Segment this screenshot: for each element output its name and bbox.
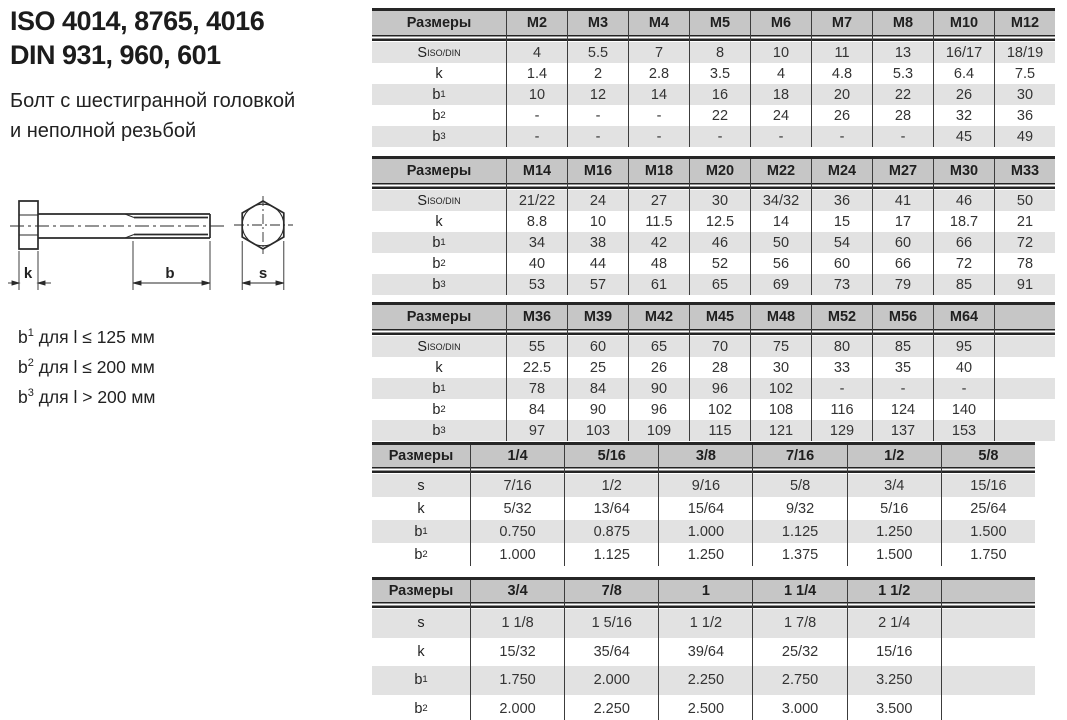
row-label: b 3 (372, 420, 506, 441)
table-cell: 28 (872, 105, 933, 126)
table-cell: 26 (811, 105, 872, 126)
table-cell: - (872, 126, 933, 147)
table-metric-m2-m12 (372, 8, 1055, 147)
table-cell: 53 (506, 274, 567, 295)
table-cell: 90 (567, 399, 628, 420)
table-cell: 39/64 (658, 638, 752, 667)
table-cell: 1.250 (847, 520, 941, 543)
table-cell: 66 (872, 253, 933, 274)
table-cell: - (811, 126, 872, 147)
table-cell: 5.5 (567, 42, 628, 63)
table-cell: 33 (811, 357, 872, 378)
column-header: 7/8 (564, 580, 658, 609)
table-cell: - (567, 126, 628, 147)
table-cell: - (811, 378, 872, 399)
table-cell: 22 (872, 84, 933, 105)
thread-length-notes (18, 320, 155, 409)
table-cell: 46 (689, 232, 750, 253)
corner-header: Размеры (372, 580, 470, 609)
table-cell: 78 (506, 378, 567, 399)
column-header: M4 (628, 11, 689, 42)
column-header (994, 305, 1055, 336)
table-cell: 84 (567, 378, 628, 399)
row-label: k (417, 500, 425, 517)
row-label: b 1 (372, 666, 470, 695)
table-cell: 40 (933, 357, 994, 378)
table-cell: 7/16 (470, 474, 564, 497)
table-cell: 97 (506, 420, 567, 441)
table-cell: 72 (994, 232, 1055, 253)
table-cell: 78 (994, 253, 1055, 274)
table-cell: 84 (506, 399, 567, 420)
table-cell: 60 (811, 253, 872, 274)
table-cell: - (872, 378, 933, 399)
column-header: M52 (811, 305, 872, 336)
column-header: M12 (994, 11, 1055, 42)
row-label: b 2 (432, 107, 446, 124)
table-cell: 32 (933, 105, 994, 126)
column-header: M10 (933, 11, 994, 42)
table-cell: 124 (872, 399, 933, 420)
table-cell: - (689, 126, 750, 147)
table-inch-3-4-to-1-1-2 (372, 577, 1035, 720)
row-label: S ISO/DIN (372, 42, 506, 63)
page-title (10, 4, 264, 72)
table-inch-quarter-to-5-8 (372, 442, 1035, 566)
table-cell: 69 (750, 274, 811, 295)
table-cell: 61 (628, 274, 689, 295)
row-label: k (417, 643, 425, 660)
table-cell: 16/17 (933, 42, 994, 63)
table-cell: 13 (872, 42, 933, 63)
column-header: M22 (750, 159, 811, 190)
table-cell: 55 (506, 336, 567, 357)
column-header: M6 (750, 11, 811, 42)
table-cell: 17 (872, 211, 933, 232)
table-cell: 102 (750, 378, 811, 399)
table-cell: 26 (933, 84, 994, 105)
table-cell: 2.000 (470, 695, 564, 720)
table-cell: 4 (750, 63, 811, 84)
column-header: M39 (567, 305, 628, 336)
table-cell: 15/16 (941, 474, 1035, 497)
table-cell: 56 (750, 253, 811, 274)
bolt-side-view (10, 201, 224, 249)
table-cell (994, 357, 1055, 378)
table-cell: 24 (750, 105, 811, 126)
row-label: b 2 (432, 255, 446, 272)
table-cell: - (933, 378, 994, 399)
table-cell: 2 1/4 (847, 609, 941, 638)
table-cell: 4.8 (811, 63, 872, 84)
table-cell: 73 (811, 274, 872, 295)
table-cell: 10 (506, 84, 567, 105)
table-cell: - (506, 105, 567, 126)
table-cell: 12 (567, 84, 628, 105)
table-cell: 5/8 (752, 474, 846, 497)
row-label: s (372, 609, 470, 638)
table-cell: 5/32 (470, 497, 564, 520)
row-label: k (435, 359, 443, 376)
table-cell: 42 (628, 232, 689, 253)
table-cell: 60 (872, 232, 933, 253)
table-cell: 129 (811, 420, 872, 441)
table-cell: 36 (994, 105, 1055, 126)
table-cell: 1 1/8 (470, 609, 564, 638)
table-cell: 8.8 (506, 211, 567, 232)
table-cell: 5.3 (872, 63, 933, 84)
table-cell: 15/16 (847, 638, 941, 667)
table-cell: 57 (567, 274, 628, 295)
table-cell: 8 (689, 42, 750, 63)
table-cell: 80 (811, 336, 872, 357)
table-cell: 96 (689, 378, 750, 399)
table-cell (941, 695, 1035, 720)
table-cell: 3/4 (847, 474, 941, 497)
table-cell: 2.250 (564, 695, 658, 720)
table-cell: 1 7/8 (752, 609, 846, 638)
row-label: S ISO/DIN (372, 190, 506, 211)
table-cell: 65 (628, 336, 689, 357)
table-cell: 30 (689, 190, 750, 211)
column-header: M18 (628, 159, 689, 190)
table-cell: 28 (689, 357, 750, 378)
table-cell: 30 (750, 357, 811, 378)
column-header: 1 1/2 (847, 580, 941, 609)
corner-header: Размеры (372, 11, 506, 42)
column-header: M16 (567, 159, 628, 190)
dim-label-s: s (258, 265, 268, 282)
column-header: M8 (872, 11, 933, 42)
table-cell: 2 (567, 63, 628, 84)
table-cell: 0.750 (470, 520, 564, 543)
table-cell: 70 (689, 336, 750, 357)
table-cell: 137 (872, 420, 933, 441)
table-cell: 12.5 (689, 211, 750, 232)
table-cell: 2.500 (658, 695, 752, 720)
table-cell: 10 (567, 211, 628, 232)
table-cell: 60 (567, 336, 628, 357)
table-cell: 25/64 (941, 497, 1035, 520)
table-cell: 115 (689, 420, 750, 441)
table-cell: 95 (933, 336, 994, 357)
table-cell: 1.000 (658, 520, 752, 543)
column-header: M3 (567, 11, 628, 42)
table-cell: 140 (933, 399, 994, 420)
table-cell (941, 609, 1035, 638)
table-cell: 3.250 (847, 666, 941, 695)
table-cell: 21 (994, 211, 1055, 232)
column-header: M7 (811, 11, 872, 42)
dim-label-k: k (23, 265, 33, 282)
corner-header: Размеры (372, 159, 506, 190)
table-cell: 1.000 (470, 543, 564, 566)
column-header: 5/8 (941, 445, 1035, 474)
table-cell (994, 399, 1055, 420)
note-b1: $b^1$ для l ≤ 125 мм (18, 326, 155, 347)
table-cell: 153 (933, 420, 994, 441)
table-cell: 48 (628, 253, 689, 274)
row-label: b 3 (372, 126, 506, 147)
row-label: s (372, 474, 470, 497)
table-cell: 44 (567, 253, 628, 274)
row-label: b 2 (432, 401, 446, 418)
dim-label-b: b (165, 265, 175, 282)
table-cell: 49 (994, 126, 1055, 147)
table-cell (994, 420, 1055, 441)
table-cell: 4 (506, 42, 567, 63)
bolt-technical-drawing (8, 188, 313, 306)
column-header: 1 1/4 (752, 580, 846, 609)
column-header: 3/4 (470, 580, 564, 609)
table-cell: 11 (811, 42, 872, 63)
row-label: k (435, 213, 443, 230)
row-label: b 2 (414, 700, 428, 717)
table-cell: 96 (628, 399, 689, 420)
table-cell: 41 (872, 190, 933, 211)
column-header: 3/8 (658, 445, 752, 474)
column-header: M56 (872, 305, 933, 336)
table-cell: 2.000 (564, 666, 658, 695)
table-cell: 102 (689, 399, 750, 420)
table-cell: 34/32 (750, 190, 811, 211)
column-header: M27 (872, 159, 933, 190)
table-cell: 14 (628, 84, 689, 105)
row-label: b 3 (372, 274, 506, 295)
column-header: M2 (506, 11, 567, 42)
table-cell: 54 (811, 232, 872, 253)
corner-header: Размеры (372, 305, 506, 336)
table-cell: 35/64 (564, 638, 658, 667)
table-cell: 91 (994, 274, 1055, 295)
table-cell: 108 (750, 399, 811, 420)
table-cell: 21/22 (506, 190, 567, 211)
table-cell: 0.875 (564, 520, 658, 543)
table-cell: 1/2 (564, 474, 658, 497)
column-header: M33 (994, 159, 1055, 190)
table-cell: 25/32 (752, 638, 846, 667)
table-cell: 10 (750, 42, 811, 63)
table-cell: 11.5 (628, 211, 689, 232)
table-cell: 72 (933, 253, 994, 274)
table-cell: 5/16 (847, 497, 941, 520)
table-cell: 1.125 (564, 543, 658, 566)
title-iso: ISO 4014, 8765, 4016 (10, 6, 265, 36)
table-cell: 7.5 (994, 63, 1055, 84)
column-header: M48 (750, 305, 811, 336)
table-cell: 2.8 (628, 63, 689, 84)
table-cell: 35 (872, 357, 933, 378)
table-cell: 1.4 (506, 63, 567, 84)
table-cell (941, 638, 1035, 667)
table-cell: 3.500 (847, 695, 941, 720)
table-cell: 50 (994, 190, 1055, 211)
column-header: 7/16 (752, 445, 846, 474)
table-cell: 52 (689, 253, 750, 274)
table-cell: - (750, 126, 811, 147)
table-cell: 14 (750, 211, 811, 232)
row-label: b 2 (414, 546, 428, 563)
subtitle-line1: Болт с шестигранной головкой (10, 90, 296, 112)
table-cell: 13/64 (564, 497, 658, 520)
column-header: M5 (689, 11, 750, 42)
corner-header: Размеры (372, 445, 470, 474)
table-cell (994, 378, 1055, 399)
table-cell: 103 (567, 420, 628, 441)
column-header: M14 (506, 159, 567, 190)
table-cell: 121 (750, 420, 811, 441)
column-header (941, 580, 1035, 609)
row-label: b 1 (372, 84, 506, 105)
table-cell: 1.500 (847, 543, 941, 566)
table-cell: 9/32 (752, 497, 846, 520)
column-header: M45 (689, 305, 750, 336)
table-cell: 109 (628, 420, 689, 441)
table-cell: 25 (567, 357, 628, 378)
column-header: 1 (658, 580, 752, 609)
table-cell: 40 (506, 253, 567, 274)
subtitle-line2: и неполной резьбой (10, 120, 197, 142)
column-header: M64 (933, 305, 994, 336)
table-cell: 1.250 (658, 543, 752, 566)
table-cell: 18/19 (994, 42, 1055, 63)
table-cell: 18 (750, 84, 811, 105)
table-cell: - (628, 105, 689, 126)
table-cell: 85 (872, 336, 933, 357)
table-cell: 6.4 (933, 63, 994, 84)
table-cell: 50 (750, 232, 811, 253)
column-header: 1/4 (470, 445, 564, 474)
title-din: DIN 931, 960, 601 (10, 40, 221, 70)
table-cell: 1.125 (752, 520, 846, 543)
table-cell: 85 (933, 274, 994, 295)
table-cell: 66 (933, 232, 994, 253)
table-cell: 24 (567, 190, 628, 211)
table-cell: 20 (811, 84, 872, 105)
note-b2: $b^2$ для l ≤ 200 мм (18, 356, 155, 377)
table-cell: 9/16 (658, 474, 752, 497)
table-cell: 3.000 (752, 695, 846, 720)
row-label: k (435, 65, 443, 82)
table-cell: 46 (933, 190, 994, 211)
table-cell: 34 (506, 232, 567, 253)
table-cell: 1 1/2 (658, 609, 752, 638)
table-cell: 15 (811, 211, 872, 232)
table-cell: 15/32 (470, 638, 564, 667)
table-cell: 16 (689, 84, 750, 105)
table-cell: 15/64 (658, 497, 752, 520)
table-cell: 65 (689, 274, 750, 295)
table-cell: - (628, 126, 689, 147)
table-cell: 75 (750, 336, 811, 357)
column-header: M42 (628, 305, 689, 336)
table-cell: 1.375 (752, 543, 846, 566)
table-cell: 2.750 (752, 666, 846, 695)
table-cell: 22 (689, 105, 750, 126)
table-cell: - (567, 105, 628, 126)
column-header: M36 (506, 305, 567, 336)
column-header: 1/2 (847, 445, 941, 474)
table-metric-m36-m64 (372, 302, 1055, 441)
table-cell: 1.500 (941, 520, 1035, 543)
table-metric-m14-m33 (372, 156, 1055, 295)
table-cell: 2.250 (658, 666, 752, 695)
column-header: M24 (811, 159, 872, 190)
table-cell: 7 (628, 42, 689, 63)
table-cell: 90 (628, 378, 689, 399)
table-cell: 1.750 (470, 666, 564, 695)
row-label: b 1 (372, 378, 506, 399)
table-cell: 1.750 (941, 543, 1035, 566)
table-cell: 18.7 (933, 211, 994, 232)
row-label: b 1 (372, 232, 506, 253)
row-label: S ISO/DIN (372, 336, 506, 357)
table-cell: 22.5 (506, 357, 567, 378)
table-cell: 38 (567, 232, 628, 253)
table-cell: 36 (811, 190, 872, 211)
table-cell: 3.5 (689, 63, 750, 84)
table-cell (941, 666, 1035, 695)
table-cell: - (506, 126, 567, 147)
column-header: 5/16 (564, 445, 658, 474)
table-cell: 116 (811, 399, 872, 420)
page-subtitle (10, 86, 295, 146)
table-cell: 45 (933, 126, 994, 147)
column-header: M20 (689, 159, 750, 190)
table-cell (994, 336, 1055, 357)
table-cell: 27 (628, 190, 689, 211)
table-cell: 26 (628, 357, 689, 378)
table-cell: 1 5/16 (564, 609, 658, 638)
note-b3: $b^3$ для l > 200 мм (18, 386, 156, 407)
table-cell: 30 (994, 84, 1055, 105)
table-cell: 79 (872, 274, 933, 295)
column-header: M30 (933, 159, 994, 190)
row-label: b 1 (372, 520, 470, 543)
